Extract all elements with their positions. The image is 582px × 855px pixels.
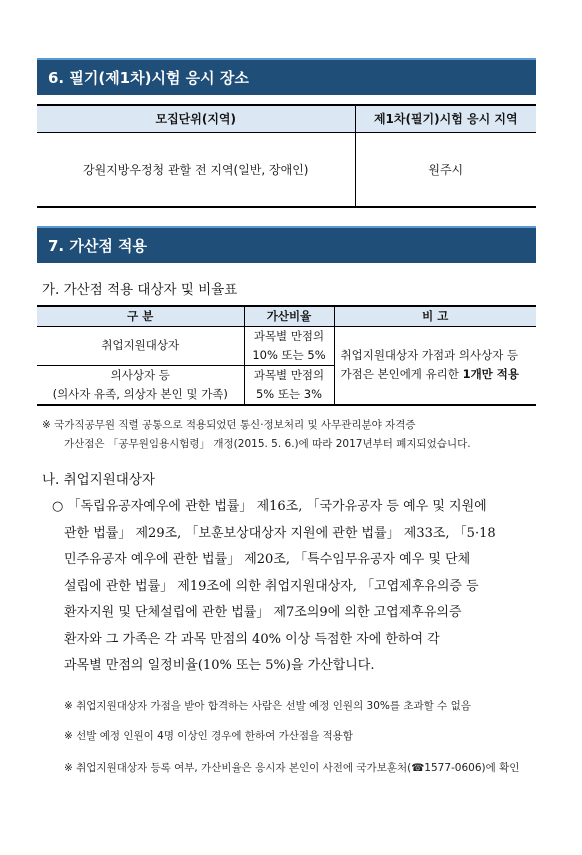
- paragraph-line: 환자지원 및 단체설립에 관한 법률」 제7조의9에 의한 고엽제후유의증: [64, 605, 462, 620]
- paragraph-line: 과목별 만점의 일정비율(10% 또는 5%)을 가산합니다.: [64, 658, 375, 673]
- remark-cell: [334, 326, 536, 405]
- table-cell: 원주시: [355, 132, 536, 207]
- table-cell: [37, 326, 244, 365]
- row-label: (의사자 유족, 의상자 본인 및 가족): [52, 386, 228, 401]
- remark-emphasis: 1개만 적용: [462, 367, 520, 381]
- rate-line: 과목별 만점의: [253, 367, 325, 382]
- row-label: 취업지원대상자: [101, 338, 180, 352]
- remark-line: [341, 365, 537, 384]
- paragraph-line: 설립에 관한 법률」 제19조에 의한 취업지원대상자, 「고엽제후유의증 등: [64, 578, 479, 594]
- table-header-row: [37, 306, 536, 326]
- section-7-title: 7. 가산점 적용: [48, 237, 148, 255]
- table-cell: 강원지방우정청 관할 전 지역(일반, 장애인): [37, 132, 355, 207]
- table-header-cell: 구 분: [37, 306, 244, 326]
- paragraph-line: ○ 「독립유공자예우에 관한 법률」 제16조, 「국가유공자 등 예우 및 지원에: [52, 499, 487, 514]
- section-6-header: [37, 58, 536, 95]
- table-header-row: [37, 105, 536, 132]
- rate-line: 10% 또는 5%: [252, 347, 326, 362]
- rate-line: 과목별 만점의: [253, 328, 325, 343]
- table-header-cell: 모집단위(지역): [37, 105, 355, 132]
- paragraph-line: 관한 법률」 제29조, 「보훈보상대상자 지원에 관한 법률」 제33조, 「5·18: [64, 525, 496, 541]
- bonus-rate-table: [37, 305, 536, 406]
- section-7-header: [37, 226, 536, 263]
- subheading-ga: 가. 가산점 적용 대상자 및 비율표: [42, 282, 238, 298]
- table-cell: [244, 365, 334, 405]
- table-row: [37, 132, 536, 207]
- reference-note: ※ 취업지원대상자 가점을 받아 합격하는 사람은 선발 예정 인원의 30%를 초과할 수 없음: [64, 700, 471, 712]
- certificate-note-line: 가산점은 「공무원임용시험령」 개정(2015. 5. 6.)에 따라 2017년부터 폐지되었습니다.: [64, 438, 471, 450]
- row-label: 의사상자 등: [110, 367, 170, 382]
- table-cell: [244, 326, 334, 365]
- section-6-title: 6. 필기(제1차)시험 응시 장소: [48, 69, 249, 87]
- rate-line: 5% 또는 3%: [255, 386, 323, 401]
- table-header-cell: 비 고: [334, 306, 536, 326]
- remark-text: 가점은 본인에게 유리한: [340, 367, 463, 381]
- table-cell: [37, 365, 244, 405]
- table-header-cell: 가산비율: [244, 306, 334, 326]
- paragraph-line: 환자와 그 가족은 각 과목 만점의 40% 이상 득점한 자에 한하여 각: [64, 631, 440, 647]
- table-row: [37, 326, 536, 365]
- exam-location-table: [37, 104, 536, 208]
- eligibility-paragraph: [52, 494, 542, 680]
- subheading-na: 나. 취업지원대상자: [42, 472, 155, 488]
- certificate-note-line: ※ 국가직공무원 직렬 공통으로 적용되었던 통신·정보처리 및 사무관리분야 자격증: [42, 419, 416, 431]
- reference-note: ※ 취업지원대상자 등록 여부, 가산비율은 응시자 본인이 사전에 국가보훈처(☎1577-0606)에 확인: [64, 762, 520, 774]
- reference-note: ※ 선발 예정 인원이 4명 이상인 경우에 한하여 가산점을 적용함: [64, 730, 353, 742]
- remark-line: 취업지원대상자 가점과 의사상자 등: [340, 348, 519, 362]
- table-header-cell: 제1차(필기)시험 응시 지역: [355, 105, 536, 132]
- paragraph-line: 민주유공자 예우에 관한 법률」 제20조, 「특수임무유공자 예우 및 단체: [64, 552, 471, 567]
